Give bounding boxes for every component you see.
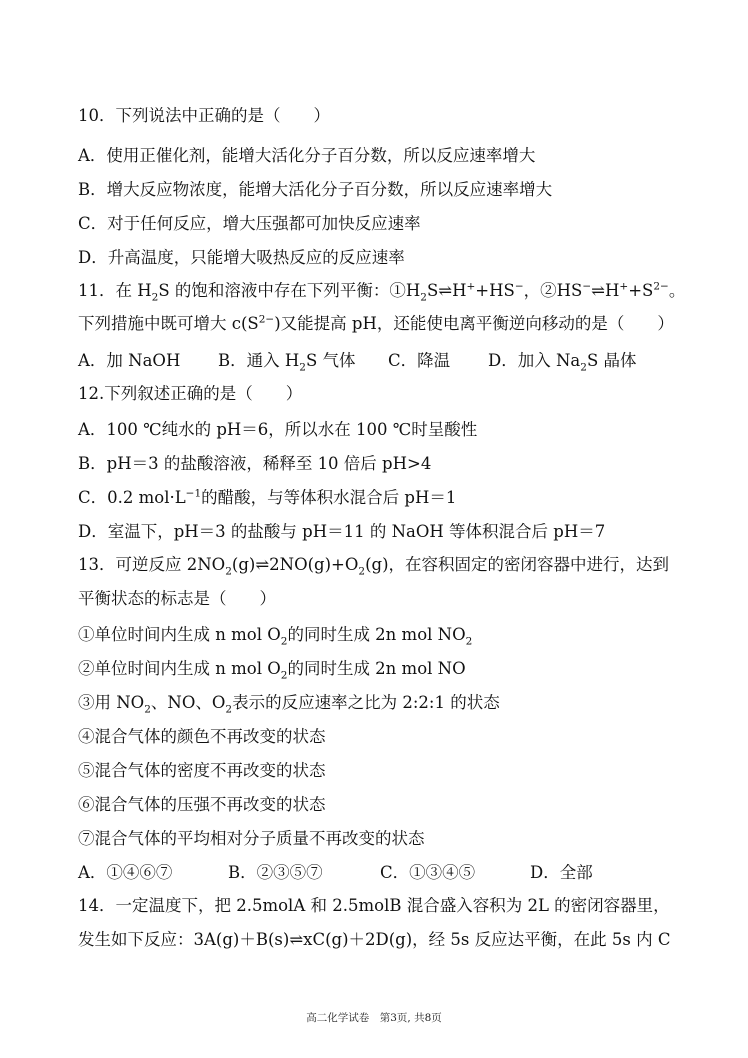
q13-option-a: A．①④⑥⑦: [78, 863, 173, 882]
q11-option-a: A．加 NaOH: [78, 351, 181, 370]
q13-option-c: C．①③④⑤: [380, 863, 476, 882]
q11-options: [78, 350, 637, 372]
q13-option-b: B．②③⑤⑦: [228, 863, 323, 882]
q13-option-d: D．全部: [530, 863, 593, 882]
q13-item-5: ⑤混合气体的密度不再改变的状态: [78, 761, 326, 780]
q13-item-7: ⑦混合气体的平均相对分子质量不再改变的状态: [78, 829, 425, 848]
q10-option-b: B．增大反应物浓度，能增大活化分子百分数，所以反应速率增大: [78, 180, 553, 199]
q14-line2: 发生如下反应：3A(g)＋B(s)⇌xC(g)＋2D(g)，经 5s 反应达平衡，在此 5s 内 C: [78, 930, 671, 949]
q13-line1: 13．可逆反应 $2NO_2(g)\rightleftharpoons 2NO(g)+O_2(g)$，在容积固定的密闭容器中进行，达到: [78, 555, 670, 578]
q11-line2: 下列措施中既可增大 $c(S^{2-})$又能提高 pH，还能使电离平衡逆向移动的是（ ）: [78, 313, 674, 333]
q13-item-4: ④混合气体的颜色不再改变的状态: [78, 727, 326, 746]
q12-option-a: A．100 ℃纯水的 pH＝6，所以水在 100 ℃时呈酸性: [78, 420, 478, 439]
q10-stem: 10．下列说法中正确的是（ ）: [78, 106, 330, 125]
q10-option-c: C．对于任何反应，增大压强都可加快反应速率: [78, 214, 421, 233]
q13-options: [78, 862, 593, 884]
q11-option-d: D．加入 $Na_2S$ 晶体: [488, 351, 637, 374]
q14-line1: 14．一定温度下，把 2.5molA 和 2.5molB 混合盛入容积为 2L 的密闭容器里，: [78, 896, 670, 915]
q11-line1: 11．在 $H_2S$ 的饱和溶液中存在下列平衡：$①H_2S\rightleftharpoons H^++HS^-$，$②HS^-\rightleftharpoons H^++S^{2-}$。: [78, 280, 686, 304]
q11-option-c: C．降温: [388, 351, 451, 370]
q13-item-6: ⑥混合气体的压强不再改变的状态: [78, 795, 326, 814]
q12-option-d: D．室温下，pH＝3 的盐酸与 pH＝11 的 NaOH 等体积混合后 pH＝7: [78, 522, 606, 541]
q13-item-1: ①单位时间内生成 n mol $O_2$的同时生成 2n mol $NO_2$: [78, 625, 473, 648]
q11-option-b: B．通入 $H_2S$ 气体: [218, 351, 356, 374]
q13-item-3: ③用 $NO_2$、NO、$O_2$表示的反应速率之比为 2:2:1 的状态: [78, 693, 500, 716]
q13-line2: 平衡状态的标志是（ ）: [78, 589, 276, 608]
q12-stem: 12.下列叙述正确的是（ ）: [78, 384, 303, 403]
q10-option-a: A．使用正催化剂，能增大活化分子百分数，所以反应速率增大: [78, 146, 536, 165]
q12-option-b: B．pH＝3 的盐酸溶液，稀释至 10 倍后 pH>4: [78, 454, 432, 473]
q12-option-c: C．0.2 $mol\cdot L^{-1}$的醋酸，与等体积水混合后 pH＝1: [78, 487, 457, 507]
q10-option-d: D．升高温度，只能增大吸热反应的反应速率: [78, 248, 405, 267]
page-footer: 高二化学试卷 第3页, 共8页: [306, 1012, 442, 1024]
q13-item-2: ②单位时间内生成 n mol $O_2$的同时生成 2n mol NO: [78, 659, 466, 682]
